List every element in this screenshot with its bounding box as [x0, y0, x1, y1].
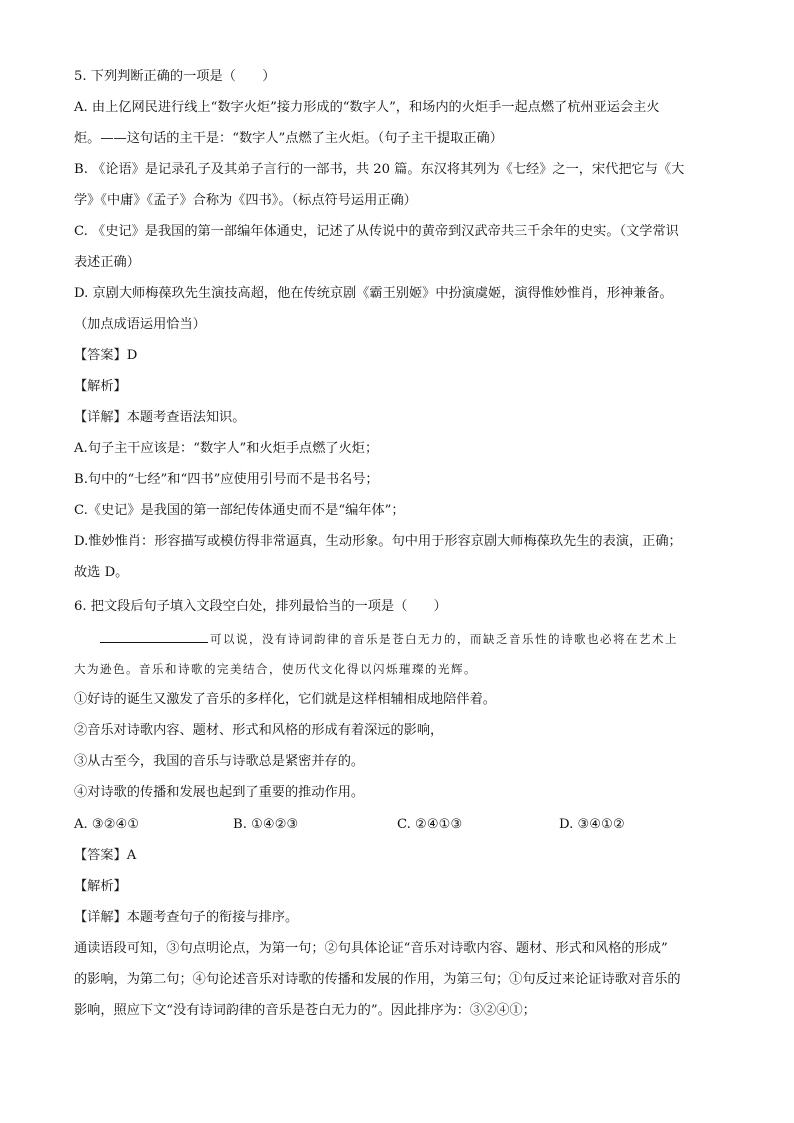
- q5-answer: [74, 346, 734, 366]
- q6-detail: [74, 908, 734, 928]
- q5-option-c-line2: 表述正确）: [74, 255, 140, 270]
- q5-answer-label: 【答案】: [74, 348, 127, 363]
- q5-explain-a: A.句子主干应该是：“数字人”和火炬手点燃了火炬；: [74, 441, 379, 456]
- q6-detail-text: 本题考查句子的衔接与排序。: [126, 910, 299, 925]
- q6-fill-blank: [100, 628, 208, 643]
- q5-analysis-label: 【解析】: [74, 379, 127, 394]
- q6-explain-line1: 通读语段可知，③句点明论点，为第一句；②句具体论证“音乐对诗歌内容、题材、形式和风格的形成”: [74, 941, 668, 956]
- q6-option-c: C. ②④①③: [397, 817, 463, 832]
- q5-option-d-line1: D. 京剧大师梅葆玖先生演技高超，他在传统京剧《霸王别姬》中扮演虞姬，演得惟妙惟肖，形神兼备。: [74, 286, 673, 301]
- q6-stem: 6. 把文段后句子填入文段空白处，排列最恰当的一项是（ ）: [74, 599, 447, 614]
- q6-sentence-1: ①好诗的诞生又激发了音乐的多样化，它们就是这样相辅相成地陪伴着。: [74, 692, 496, 707]
- q5-detail-label: 【详解】: [74, 410, 127, 425]
- q6-sentence-4: ④对诗歌的传播和发展也起到了重要的推动作用。: [74, 785, 365, 800]
- q5-explain-b: B.句中的“七经”和“四书”应使用引号而不是书名号；: [74, 472, 379, 487]
- q5-stem: 5. 下列判断正确的一项是（ ）: [74, 69, 276, 84]
- q6-options-row: [74, 815, 734, 835]
- q6-option-a: A. ③②④①: [74, 817, 140, 832]
- q5-explain-d: D.惟妙惟肖：形容描写或模仿得非常逼真，生动形象。句中用于形容京剧大师梅葆玖先生的表演，正确；: [74, 534, 682, 549]
- q6-sentence-2: ②音乐对诗歌内容、题材、形式和风格的形成有着深远的影响，: [74, 723, 444, 738]
- q6-analysis-label: 【解析】: [74, 879, 127, 894]
- q6-answer: [74, 846, 734, 866]
- q6-sentence-3: ③从古至今，我国的音乐与诗歌总是紧密并存的。: [74, 754, 365, 769]
- q5-option-b-line2: 学》《中庸》《孟子》合称为《四书》。（标点符号运用正确）: [74, 193, 417, 208]
- q5-option-b-line1: B. 《论语》是记录孔子及其弟子言行的一部书，共 20 篇。东汉将其列为《七经》之一，宋代把它与《大: [74, 162, 685, 177]
- q5-option-c-line1: C. 《史记》是我国的第一部编年体通史，记述了从传说中的黄帝到汉武帝共三千余年的史实。（文学常识: [74, 224, 679, 239]
- q6-explain-line2: 的影响，为第二句；④句论述音乐对诗歌的传播和发展的作用，为第三句；①句反过来论证诗歌对音乐的: [74, 972, 681, 987]
- q6-option-b: B. ①④②③: [233, 817, 299, 832]
- q6-answer-label: 【答案】: [74, 848, 127, 863]
- q6-explain-line3: 影响，照应下文“没有诗词韵律的音乐是苍白无力的”。因此排序为：③②④①；: [74, 1003, 536, 1018]
- q6-passage-line2: 大为逊色。音乐和诗歌的完美结合，使历代文化得以闪烁璀璨的光辉。: [74, 662, 477, 676]
- q5-option-a-line2: 炬。——这句话的主干是：“数字人”点燃了主火炬。（句子主干提取正确）: [74, 131, 503, 146]
- q5-option-a-line1: A. 由上亿网民进行线上“数字火炬”接力形成的“数字人”，和场内的火炬手一起点燃了杭州亚运会主火: [74, 100, 660, 115]
- q5-option-d-line2: （加点成语运用恰当）: [74, 317, 206, 332]
- q5-conclusion: 故选 D。: [74, 565, 129, 580]
- q5-explain-c: C.《史记》是我国的第一部纪传体通史而不是“编年体”；: [74, 503, 405, 518]
- q6-option-d: D. ③④①②: [559, 817, 625, 832]
- q5-detail: [74, 408, 734, 428]
- q5-answer-value: D: [126, 348, 138, 363]
- q5-detail-text: 本题考查语法知识。: [126, 410, 246, 425]
- q6-detail-label: 【详解】: [74, 910, 127, 925]
- q6-passage-line1: [100, 628, 734, 650]
- q6-passage-text1: 可以说，没有诗词韵律的音乐是苍白无力的，而缺乏音乐性的诗歌也必将在艺术上: [210, 632, 678, 646]
- q6-answer-value: A: [126, 848, 137, 863]
